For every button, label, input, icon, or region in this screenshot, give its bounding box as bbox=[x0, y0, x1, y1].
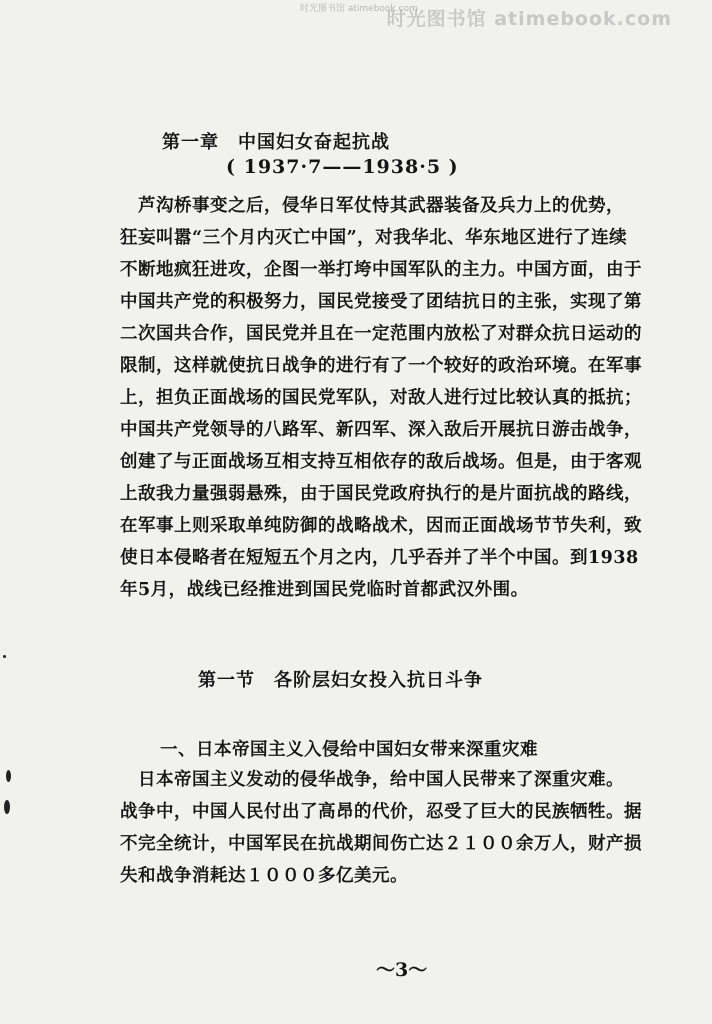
paragraph-line: 日本帝国主义发动的侵华战争，给中国人民带来了深重灾难。 bbox=[120, 770, 624, 790]
paragraph-line: 不完全统计，中国军民在抗战期间伤亡达２１００余万人，财产损 bbox=[120, 834, 642, 854]
paragraph-line: 使日本侵略者在短短五个月之内，几乎吞并了半个中国。到1938 bbox=[120, 548, 639, 568]
paragraph-line: 芦沟桥事变之后，侵华日军仗恃其武器装备及兵力上的优势， bbox=[120, 196, 624, 216]
watermark: 时光图书馆 atimebook.com bbox=[386, 8, 672, 30]
paragraph-line: 狂妄叫嚣“三个月内灭亡中国”，对我华北、华东地区进行了连续 bbox=[120, 228, 628, 248]
paragraph-line: 上，担负正面战场的国民党军队，对敌人进行过比较认真的抵抗； bbox=[120, 388, 642, 408]
chapter-title: 第一章 中国妇女奋起抗战 bbox=[162, 132, 390, 153]
page-number: ～3～ bbox=[376, 959, 428, 981]
section-title: 第一节 各阶层妇女投入抗日斗争 bbox=[198, 670, 483, 691]
paragraph-line: 不断地疯狂进攻，企图一举打垮中国军队的主力。中国方面，由于 bbox=[120, 260, 642, 280]
paragraph-line: 战争中，中国人民付出了高昂的代价，忍受了巨大的民族牺牲。据 bbox=[120, 802, 642, 822]
paragraph-line: 限制，这样就使抗日战争的进行有了一个较好的政治环境。在军事 bbox=[120, 356, 642, 376]
subsection-title: 一、日本帝国主义入侵给中国妇女带来深重灾难 bbox=[160, 740, 538, 760]
paragraph-line: 二次国共合作，国民党并且在一定范围内放松了对群众抗日运动的 bbox=[120, 324, 642, 344]
paragraph-line: 中国共产党领导的八路军、新四军、深入敌后开展抗日游击战争， bbox=[120, 420, 642, 440]
paragraph-1 bbox=[120, 190, 680, 606]
paragraph-2 bbox=[120, 764, 680, 892]
paragraph-line: 在军事上则采取单纯防御的战略战术，因而正面战场节节失利，致 bbox=[120, 516, 642, 536]
paragraph-line: 年5月，战线已经推进到国民党临时首都武汉外围。 bbox=[120, 580, 529, 600]
scan-speck bbox=[6, 770, 11, 782]
paragraph-line: 上敌我力量强弱悬殊，由于国民党政府执行的是片面抗战的路线， bbox=[120, 484, 642, 504]
scan-speck bbox=[4, 800, 10, 814]
paragraph-line: 失和战争消耗达１０００多亿美元。 bbox=[120, 866, 408, 886]
watermark-small: 时光图书馆 atimebook.com bbox=[300, 4, 418, 14]
paragraph-line: 中国共产党的积极努力，国民党接受了团结抗日的主张，实现了第 bbox=[120, 292, 642, 312]
chapter-dates: ( 1937·7——1938·5 ) bbox=[226, 156, 459, 178]
scan-speck bbox=[3, 655, 6, 658]
paragraph-line: 创建了与正面战场互相支持互相依存的敌后战场。但是，由于客观 bbox=[120, 452, 642, 472]
